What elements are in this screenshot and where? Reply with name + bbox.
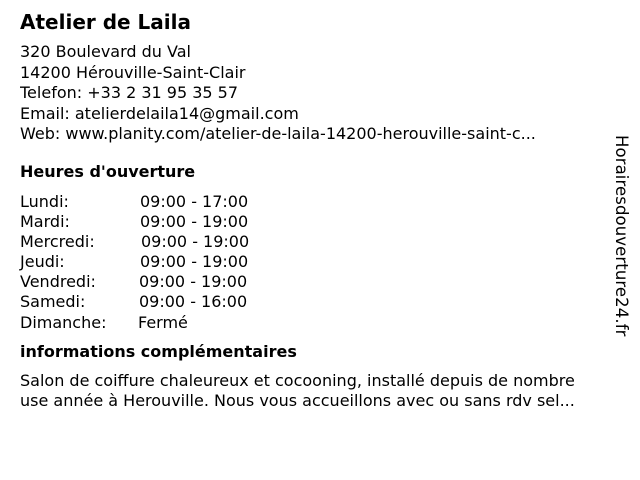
hours-row-saturday xyxy=(20,292,620,312)
day-label: Vendredi: xyxy=(20,272,96,292)
address-street: 320 Boulevard du Val xyxy=(20,42,191,61)
address-city: 14200 Hérouville-Saint-Clair xyxy=(20,62,246,82)
hours-row-tuesday xyxy=(20,212,620,232)
phone-line: Telefon: +33 2 31 95 35 57 xyxy=(20,83,239,102)
hours-heading: Heures d'ouverture xyxy=(20,161,196,181)
hours-row-thursday xyxy=(20,252,620,272)
day-hours: 09:00 - 19:00 xyxy=(140,211,249,231)
day-label: Dimanche: xyxy=(20,312,107,332)
day-label: Mardi: xyxy=(20,211,70,231)
description-line: use année à Herouville. Nous vous accueillons avec ou sans rdv sel... xyxy=(20,391,575,411)
site-watermark: Horairesdouverture24.fr xyxy=(612,135,631,337)
hours-row-friday xyxy=(20,272,620,292)
business-name: Atelier de Laila xyxy=(20,10,191,34)
day-hours: 09:00 - 16:00 xyxy=(139,292,248,312)
day-hours: 09:00 - 19:00 xyxy=(140,252,249,272)
day-hours: 09:00 - 19:00 xyxy=(139,272,248,292)
hours-row-monday xyxy=(20,192,620,212)
extra-info-heading: informations complémentaires xyxy=(20,341,297,361)
day-hours: 09:00 - 19:00 xyxy=(141,231,250,251)
web-line: Web: www.planity.com/atelier-de-laila-14200-herouville-saint-c... xyxy=(20,124,536,143)
day-label: Samedi: xyxy=(20,292,86,312)
day-hours: Fermé xyxy=(138,312,188,332)
day-label: Mercredi: xyxy=(20,231,95,251)
description-line: Salon de coiffure chaleureux et cocooning, installé depuis de nombre xyxy=(20,370,575,390)
day-hours: 09:00 - 17:00 xyxy=(140,191,249,211)
hours-table xyxy=(20,192,620,333)
hours-row-wednesday xyxy=(20,232,620,252)
day-label: Jeudi: xyxy=(20,252,65,272)
day-label: Lundi: xyxy=(20,191,69,211)
email-line: Email: atelierdelaila14@gmail.com xyxy=(20,103,299,123)
hours-row-sunday xyxy=(20,313,620,333)
business-card xyxy=(20,8,620,412)
